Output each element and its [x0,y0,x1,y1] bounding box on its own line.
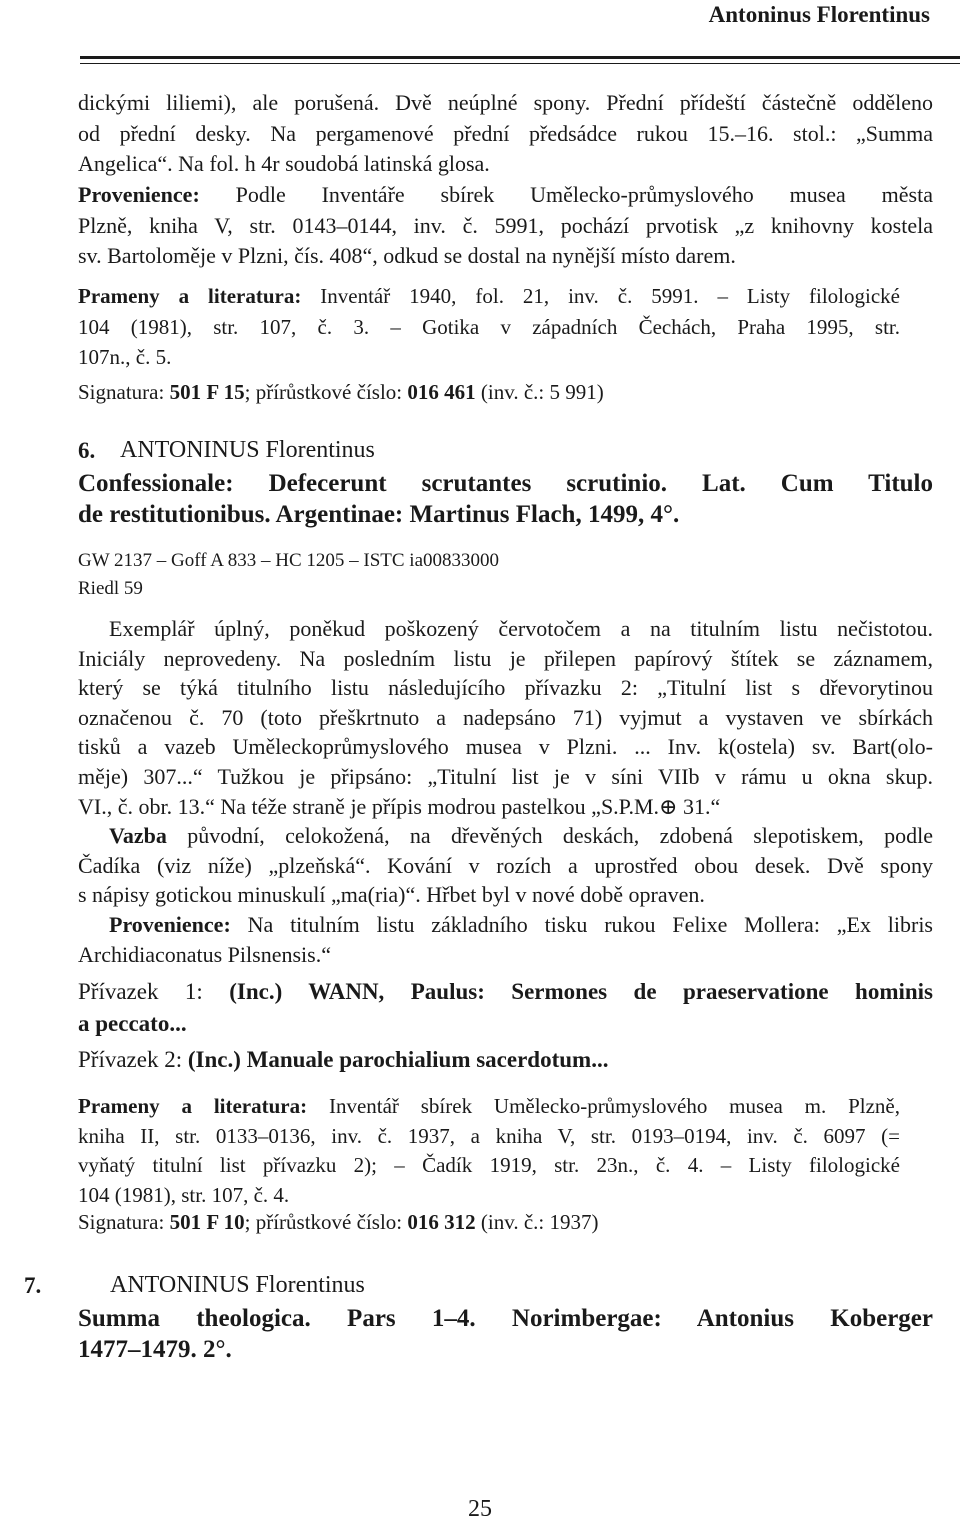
provenance-text: Na titulním listu základního tisku rukou Felixe Mollera: „Ex libris [230,911,933,937]
running-header: Antoninus Florentinus [708,2,930,27]
text-line: sv. Bartoloměje v Plzni, čís. 408“, odkud se dostal na nynější místo darem. [78,243,736,269]
accession-label: ; přírůstkové číslo: [244,380,408,404]
bibliographic-references: GW 2137 – Goff A 833 – HC 1205 – ISTC ia00833000 [78,550,499,571]
text-line: označenou č. 70 (toto přeškrtnuto a nadepsáno 71) vyjmut a vystaven ve sbírkách [78,704,933,730]
text-line: kniha II, str. 0133–0136, inv. č. 1937, a kniha V, str. 0193–0194, inv. č. 6097 (= [78,1123,900,1148]
accession-label: ; přírůstkové číslo: [244,1210,408,1234]
text-line: měje) 307...“ Tužkou je připsáno: „Titulní list je v síni VIIb v rámu u okna skup. [78,763,933,789]
text-line: od přední desky. Na pergamenové přední předsádce rukou 15.–16. stol.: „Summa [78,120,933,146]
text-line: který se týká titulního listu následujícího přívazku 2: „Titulní list s dřevorytinou [78,675,933,701]
shelfmark-label: Signatura: [78,1210,170,1234]
provenance-label: Provenience: [78,182,200,207]
text-line: 104 (1981), str. 107, č. 3. – Gotika v západních Čechách, Praha 1995, str. [78,314,900,339]
inventory-number: (inv. č.: 5 991) [475,380,604,404]
shelfmark-line [78,1207,933,1238]
title-line: 1477–1479. 2°. [78,1336,232,1363]
entry-number: 6. [78,438,96,463]
text-line: Iniciály neprovedeny. Na posledním listu je přilepen papírový štítek se záznamem, [78,645,933,671]
entry-title [78,1303,933,1365]
text-line: s nápisy gotickou minuskulí „ma(ria)“. Hřbet byl v nové době opraven. [78,882,705,908]
copy-description [78,614,933,969]
text-line [78,180,933,211]
text-line [78,281,900,312]
text-line [78,821,933,851]
text-line: vyňatý titulní list přívazku 2); – Čadík 1919, str. 23n., č. 4. – Listy filologické [78,1153,900,1177]
entry-author: ANTONINUS Florentinus [120,437,375,463]
page-number: 25 [468,1496,492,1522]
header-rule [80,56,960,59]
provenance-text: Podle Inventáře sbírek Umělecko-průmyslového musea města [199,182,933,207]
accession-number: 016 312 [407,1210,476,1234]
header-rule-thin [80,63,960,64]
shelfmark-value: 501 F 15 [169,380,245,404]
text-line: Archidiaconatus Pilsnensis.“ [78,941,331,967]
text-line: 107n., č. 5. [78,345,172,370]
provenance-label: Provenience: [109,911,231,937]
binding-text: původní, celokožená, na dřevěných deskách, zdobená slepotiskem, podle [166,823,933,849]
accession-number: 016 461 [407,380,476,404]
text-line: Čadíka (viz níže) „plzeňská“. Kování v rozích a uprostřed obou desek. Dvě spony [78,852,933,878]
sources-text: Inventář sbírek Umělecko-průmyslového musea m. Plzně, [307,1094,900,1118]
text-line: tisků a vazeb Uměleckoprůmyslového musea v Plzni. ... Inv. k(ostela) sv. Bart(olo- [78,734,933,760]
shelfmark-line [78,377,933,408]
bound-with-label: Přívazek 1: [78,979,230,1004]
bound-with-label: Přívazek 2: [78,1047,188,1072]
bound-with-title: (Inc.) WANN, Paulus: Sermones de praeservatione hominis [229,979,934,1004]
text-line: Angelica“. Na fol. h 4r soudobá latinská glosa. [78,151,490,177]
shelfmark-label: Signatura: [78,380,170,404]
text-line [78,1092,900,1122]
continued-description [78,88,933,180]
text-line: Exemplář úplný, poněkud poškozený červotočem a na titulním listu nečistotou. [109,616,933,641]
sources-label: Prameny a literatura: [78,284,302,308]
text-line [78,976,933,1008]
sources-paragraph [78,281,900,373]
text-line: dickými liliemi), ale porušená. Dvě neúplné spony. Přední přídeští částečně odděleno [78,90,933,115]
entry-author: ANTONINUS Florentinus [110,1272,365,1298]
title-line: de restitutionibus. Argentinae: Martinus Flach, 1499, 4°. [78,501,680,528]
text-line: Plzně, kniha V, str. 0143–0144, inv. č. 5991, pochází prvotisk „z knihovny kostela [78,212,933,238]
text-line: 104 (1981), str. 107, č. 4. [78,1182,290,1207]
sources-paragraph [78,1092,900,1210]
binding-label: Vazba [109,823,167,849]
text-line [78,910,933,940]
text-line: a peccato... [78,1011,187,1036]
provenance-paragraph [78,180,933,272]
bound-with-title: (Inc.) Manuale parochialium sacerdotum... [187,1047,609,1072]
bound-with-2 [78,1045,933,1076]
bibliographic-references-2: Riedl 59 [78,578,143,599]
bound-with-1 [78,976,933,1040]
text-line: VI., č. obr. 13.“ Na téže straně je přípis modrou pastelkou „S.P.M.⊕ 31.“ [78,793,721,819]
inventory-number: (inv. č.: 1937) [475,1210,599,1234]
sources-text: Inventář 1940, fol. 21, inv. č. 5991. – Listy filologické [301,284,900,308]
sources-label: Prameny a literatura: [78,1094,308,1118]
entry-number: 7. [24,1273,42,1298]
entry-title [78,468,933,530]
title-line: Summa theologica. Pars 1–4. Norimbergae: Antonius Koberger [78,1305,933,1332]
title-line: Confessionale: Defecerunt scrutantes scrutinio. Lat. Cum Titulo [78,470,933,497]
shelfmark-value: 501 F 10 [169,1210,245,1234]
